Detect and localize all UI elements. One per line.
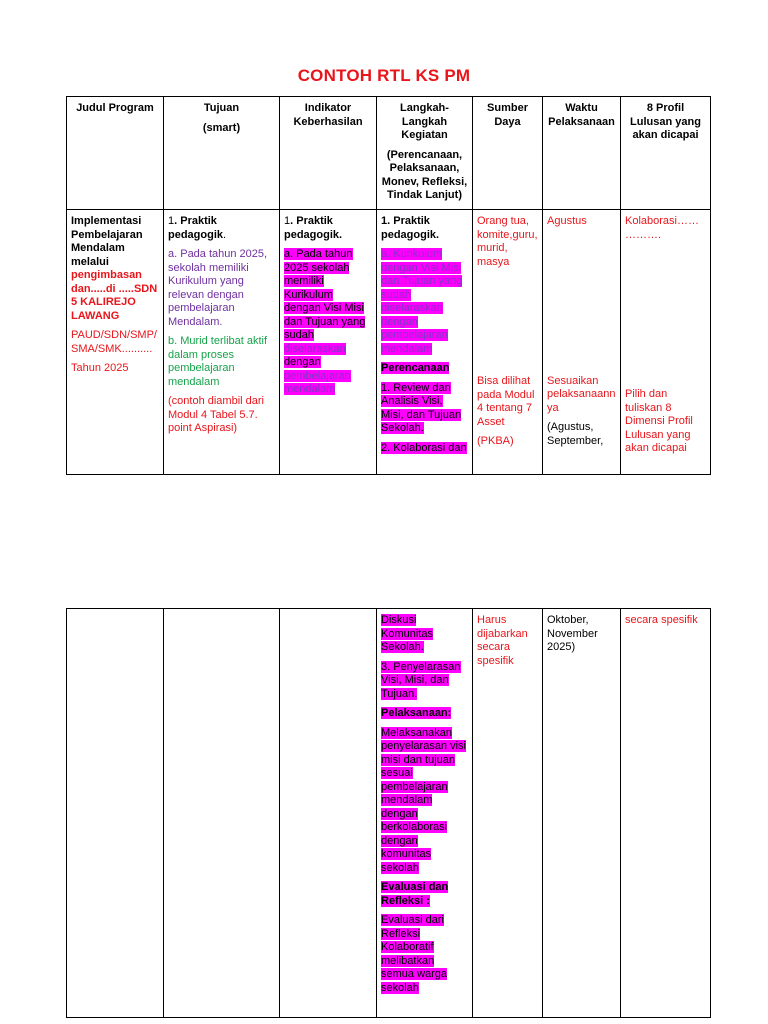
header-tujuan: Tujuan (smart) <box>164 97 280 210</box>
cell-waktu: Oktober, November 2025) <box>543 609 621 1018</box>
table-row <box>67 210 711 475</box>
cell-waktu: Agustus Sesuaikan pelaksanaann ya (Agustus, September, <box>543 210 621 475</box>
header-indikator: Indikator Keberhasilan <box>280 97 377 210</box>
cell-judul-program: Implementasi Pembelajaran Mendalam melalui pengimbasan dan.....di .....SDN 5 KALIREJO LAWANG PAUD/SDN/SMP/ SMA/SMK.......... Tahun 2025 <box>67 210 164 475</box>
rtl-table-continued <box>66 608 711 1018</box>
cell-indikator <box>280 609 377 1018</box>
cell-indikator: 1. Praktik pedagogik. a. Pada tahun 2025 sekolah memiliki Kurikulum dengan Visi Misi dan Tujuan yang sudah diselaraskan dengan pembelajaran mendalam <box>280 210 377 475</box>
header-sumber-daya: Sumber Daya <box>473 97 543 210</box>
cell-tujuan <box>164 609 280 1018</box>
cell-profil: Kolaborasi…… ………. Pilih dan tuliskan 8 Dimensi Profil Lulusan yang akan dicapai <box>621 210 711 475</box>
document-title: CONTOH RTL KS PM <box>297 66 471 85</box>
header-profil: 8 Profil Lulusan yang akan dicapai <box>621 97 711 210</box>
cell-tujuan: 1. Praktik pedagogik. a. Pada tahun 2025, sekolah memiliki Kurikulum yang relevan dengan pembelajaran Mendalam. b. Murid terlibat aktif dalam proses pembelajaran mendalam (contoh diambil dari Modul 4 Tabel 5.7. point Aspirasi) <box>164 210 280 475</box>
header-waktu: Waktu Pelaksanaan <box>543 97 621 210</box>
cell-profil: secara spesifik <box>621 609 711 1018</box>
header-judul-program: Judul Program <box>67 97 164 210</box>
cell-sumber-daya: Harus dijabarkan secara spesifik <box>473 609 543 1018</box>
cell-langkah: Diskusi Komunitas Sekolah. 3. Penyelarasan Visi, Misi, dan Tujuan. Pelaksanaan: Melaksanakan penyelarasan visi misi dan tujuan sesuai pembelajaran mendalam dengan berkolaborasi dengan komunitas sekolah Evaluasi dan Refleksi : Evaluasi dari Refleksi Kolaboratif melibatkan semua warga sekolah <box>377 609 473 1018</box>
rtl-table <box>66 96 711 475</box>
header-row <box>67 97 711 210</box>
table-row <box>67 609 711 1018</box>
cell-judul-program <box>67 609 164 1018</box>
cell-sumber-daya: Orang tua, komite,guru, murid, masya Bisa dilihat pada Modul 4 tentang 7 Asset (PKBA) <box>473 210 543 475</box>
cell-langkah: 1. Praktik pedagogik. a. Kurikulum dengan Visi Misi dan Tujuan yang sudah diselaraskan dengan pembelajaran mendalam Perencanaan 1. Review dan Analisis Visi, Misi, dan Tujuan Sekolah. 2. Kolaborasi dan <box>377 210 473 475</box>
header-langkah: Langkah-Langkah Kegiatan (Perencanaan, Pelaksanaan, Monev, Refleksi, Tindak Lanjut) <box>377 97 473 210</box>
